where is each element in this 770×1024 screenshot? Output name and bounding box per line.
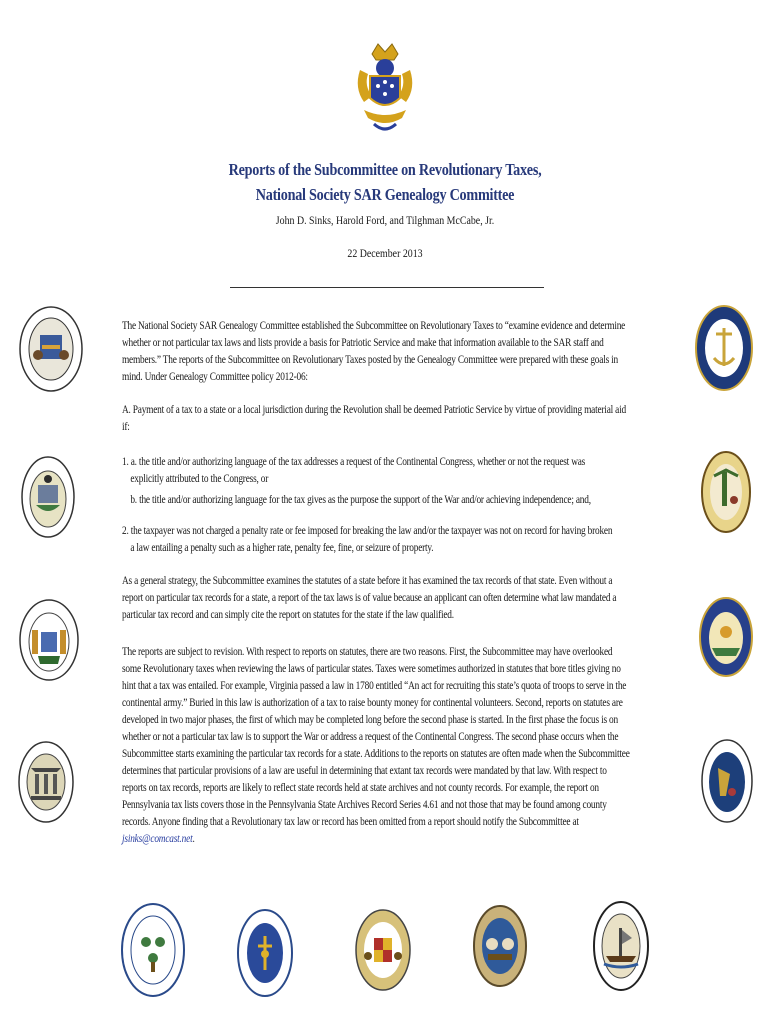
policy-item-2-line2: a law entailing a penalty such as a higher rate, penalty fee, fine, or seizure of property.: [130, 542, 434, 554]
new-hampshire-seal-icon: [592, 900, 650, 992]
massachusetts-seal-icon: [236, 908, 294, 998]
policy-item-2: [122, 523, 633, 557]
revision-end: .: [192, 833, 195, 845]
north-carolina-seal-icon: [472, 904, 528, 988]
policy-item-1a-line1: 1. a. the title and/or authorizing language of the tax addresses a request of the Continental Congress, whether or not the request was: [122, 456, 586, 468]
maryland-seal-icon: [354, 908, 412, 992]
policy-item-2-line1: 2. the taxpayer was not charged a penalty rate or fee imposed for breaking the law and/or the taxpayer was not on record for having broken: [122, 525, 613, 537]
sar-coat-of-arms-icon: [352, 40, 418, 136]
virginia-seal-icon: [700, 738, 754, 824]
document-date: 22 December 2013: [347, 248, 423, 260]
title-divider: [230, 287, 544, 288]
south-carolina-seal-icon: [700, 450, 752, 534]
authors: John D. Sinks, Harold Ford, and Tilghman McCabe, Jr.: [275, 215, 495, 227]
rhode-island-seal-icon: [694, 304, 754, 392]
georgia-seal-icon: [17, 740, 75, 824]
revision-text: The reports are subject to revision. With respect to reports on statutes, there are two reasons. First, the Subcommittee may have overlooked some Revolutionary taxes when reviewing the laws of particular states. Taxes were sometimes authorized in statutes that bore titles giving no hint that a tax was entailed. For example, Virginia passed a law in 1780 entitled “An act for recruiting this state’s quota of troops to serve in the continental army.” Buried in this law is authorization of a tax to raise bounty money for continental volunteers. Second, reports on statutes are developed in two major phases, the first of which may be completed long before the second phase is started. In the first phase the focus is on whether or not a particular tax law is to support the War or address a request of the Continental Congress. The second phase occurs when the Subcommittee starts examining the particular tax records for a state. Additions to the reports on statutes are often made when the Subcommittee determines that particular provisions of a law are useful in determining that extant tax records were mandated by that law. With respect to reports on tax records, reports are likely to reflect state records held at state archives and not county records. For example, the report on Pennsylvania tax lists covers those in the Pennsylvania State Archives Record Series 4.61 and not those that may be found among county records. Anyone finding that a Revolutionary tax law or record has been omitted from a report should notify the Subcommittee at: [122, 646, 630, 828]
contact-email-link[interactable]: jsinks@comcast.net: [122, 833, 193, 845]
strategy-paragraph: As a general strategy, the Subcommittee examines the statutes of a state before it has examined the tax records of that state. Even without a report on particular tax records for a state, a report of the tax laws is of value because an applicant can often determine what law mandated a particular tax record and can simply cite the report on statutes for the state if the law qualified.: [122, 575, 617, 621]
pennsylvania-seal-icon: [20, 455, 76, 539]
revision-paragraph: [122, 644, 633, 848]
connecticut-seal-icon: [120, 902, 186, 998]
document-title-line1: Reports of the Subcommittee on Revolutionary Taxes,: [228, 160, 542, 179]
new-jersey-seal-icon: [18, 598, 80, 682]
policy-item-1b: b. the title and/or authorizing language for the tax gives as the purpose the support of the War and/or achieving independence; and,: [130, 494, 591, 506]
new-york-seal-icon: [698, 596, 754, 678]
delaware-seal-icon: [18, 305, 84, 393]
intro-paragraph: The National Society SAR Genealogy Committee established the Subcommittee on Revolutionary Taxes to “examine evidence and determine whether or not particular tax laws and lists provide a basis for Patriotic Service and make that information available to the SAR staff and members.” The reports of the Subcommittee on Revolutionary Taxes posted by the Genealogy Committee were prepared with these goals in mind. Under Genealogy Committee policy 2012-06:: [122, 320, 626, 383]
policy-item-1a: [122, 454, 633, 488]
policy-clause-a: A. Payment of a tax to a state or a local jurisdiction during the Revolution shall be deemed Patriotic Service by virtue of providing material aid if:: [122, 404, 626, 433]
document-title-line2: National Society SAR Genealogy Committee: [255, 185, 515, 204]
document-body: [122, 318, 633, 848]
policy-item-1a-line2: explicitly attributed to the Congress, or: [130, 473, 269, 485]
